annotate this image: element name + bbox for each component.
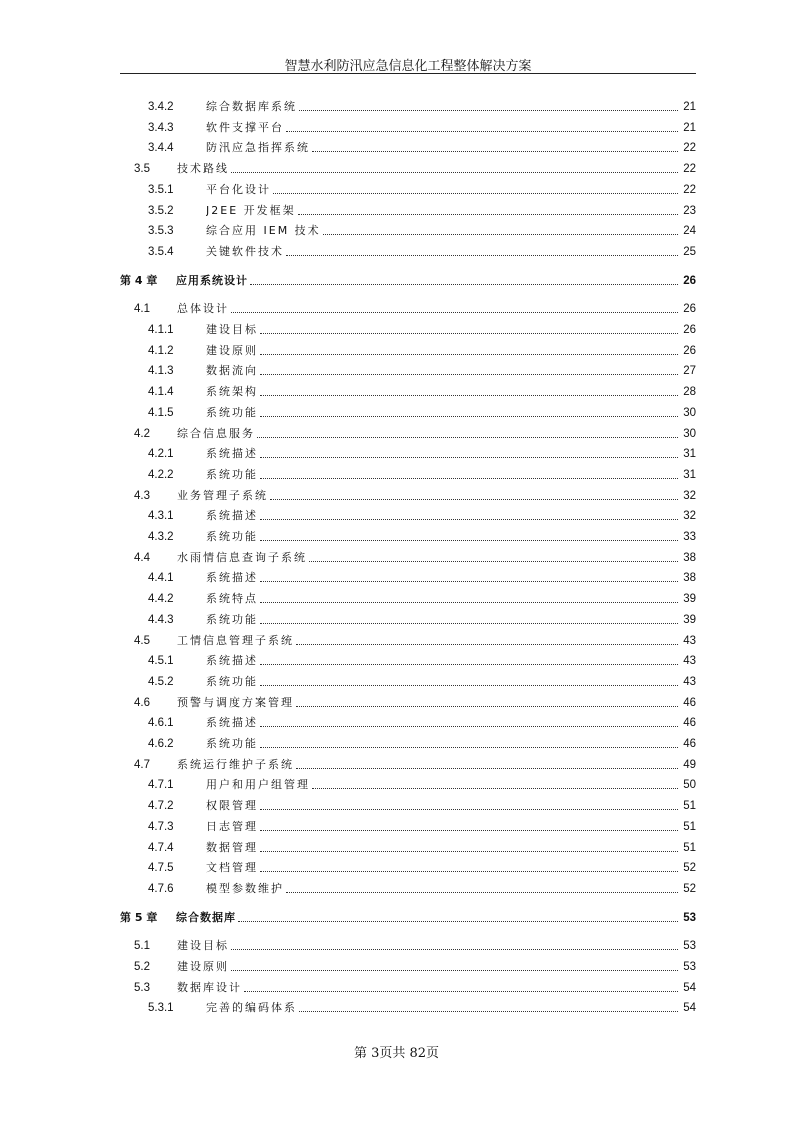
toc-leader-dots	[231, 949, 678, 950]
toc-entry[interactable]	[120, 590, 696, 608]
toc-page-number: 30	[683, 427, 696, 440]
toc-title: 模型参数维护	[206, 881, 284, 895]
toc-page-number: 50	[683, 779, 696, 792]
toc-entry[interactable]	[120, 404, 696, 422]
toc-leader-dots	[260, 457, 678, 458]
toc-title-leader	[206, 141, 678, 155]
toc-title-leader	[206, 592, 678, 606]
toc-number: 4.6.1	[148, 717, 174, 730]
header-rule	[120, 73, 696, 74]
toc-title-leader	[206, 778, 678, 792]
toc-entry[interactable]	[120, 300, 696, 318]
toc-page-number: 39	[683, 593, 696, 606]
toc-leader-dots	[260, 581, 678, 582]
toc-title-leader	[206, 447, 678, 461]
toc-entry[interactable]	[120, 383, 696, 401]
toc-leader-dots	[260, 809, 678, 810]
toc-number: 4.7.5	[148, 862, 174, 875]
toc-entry[interactable]	[120, 937, 696, 955]
toc-page-number: 26	[683, 274, 696, 287]
toc-title: 系统描述	[206, 571, 258, 585]
toc-page-number: 21	[683, 101, 696, 113]
toc-entry[interactable]	[120, 652, 696, 670]
toc-entry[interactable]	[120, 735, 696, 753]
toc-title-leader	[177, 489, 678, 503]
toc-number: 4.7.1	[148, 779, 174, 792]
toc-leader-dots	[323, 234, 678, 235]
toc-title-leader	[177, 939, 678, 953]
toc-entry[interactable]	[120, 714, 696, 732]
toc-entry[interactable]	[120, 859, 696, 877]
toc-number: 4.3	[134, 489, 150, 502]
toc-number: 4.4.1	[148, 572, 174, 585]
toc-title: 建设原则	[177, 960, 229, 973]
toc-entry[interactable]	[120, 160, 696, 178]
toc-title-leader	[206, 204, 678, 218]
toc-number: 4.4	[134, 551, 150, 564]
toc-page-number: 43	[683, 655, 696, 668]
toc-number: 4.7.4	[148, 841, 174, 854]
toc-leader-dots	[270, 499, 678, 500]
toc-entry[interactable]	[120, 243, 696, 261]
toc-number: 3.4.4	[148, 142, 174, 155]
toc-entry[interactable]	[120, 528, 696, 546]
toc-number: 4.1.4	[148, 386, 174, 399]
toc-title: 系统功能	[206, 737, 258, 750]
toc-entry[interactable]	[120, 487, 696, 505]
toc-title-leader	[206, 509, 678, 523]
toc-title: 应用系统设计	[176, 273, 248, 287]
toc-title-leader	[206, 406, 678, 420]
toc-title: 系统功能	[206, 530, 258, 543]
toc-page-number: 31	[683, 448, 696, 461]
toc-entry[interactable]	[120, 425, 696, 443]
toc-title: 系统描述	[206, 716, 258, 730]
toc-page-number: 49	[683, 758, 696, 771]
toc-title: 系统描述	[206, 654, 258, 668]
toc-title-leader	[206, 820, 678, 834]
toc-number: 4.4.3	[148, 613, 174, 626]
toc-title-leader	[206, 530, 678, 544]
toc-number: 3.5.1	[148, 183, 174, 196]
toc-page-number: 21	[683, 121, 696, 134]
toc-page-number: 32	[683, 510, 696, 523]
toc-number: 5.3.1	[148, 1002, 174, 1015]
toc-number: 3.5.4	[148, 245, 174, 258]
toc-title: 关键软件技术	[206, 244, 284, 258]
toc-title-leader	[206, 882, 678, 896]
toc-number: 3.5	[134, 163, 150, 176]
toc-number: 5.3	[134, 981, 150, 994]
toc-title: 软件支撑平台	[206, 120, 284, 134]
toc-title: 综合数据库	[176, 910, 236, 924]
toc-title-leader	[177, 758, 678, 772]
toc-number: 4.2.1	[148, 448, 174, 461]
toc-title: 总体设计	[177, 302, 229, 316]
toc-title-leader	[176, 274, 678, 288]
toc-number: 3.5.3	[148, 225, 174, 238]
toc-title: 综合数据库系统	[206, 100, 297, 113]
toc-page-number: 43	[683, 675, 696, 688]
toc-page-number: 30	[683, 406, 696, 419]
toc-number: 4.7.2	[148, 800, 174, 813]
toc-leader-dots	[231, 970, 678, 971]
toc-title-leader	[206, 344, 678, 358]
toc-number: 3.4.3	[148, 121, 174, 134]
toc-title-leader	[206, 841, 678, 855]
toc-page-number: 54	[683, 981, 696, 994]
toc-title: 预警与调度方案管理	[177, 695, 294, 709]
toc-leader-dots	[296, 706, 678, 707]
toc-entry[interactable]	[120, 756, 696, 774]
toc-title: 文档管理	[206, 861, 258, 875]
toc-title-leader	[177, 427, 678, 441]
toc-page-number: 24	[683, 225, 696, 238]
toc-title-leader	[206, 571, 678, 585]
toc-title-leader	[206, 675, 678, 689]
toc-entry[interactable]	[120, 222, 696, 240]
toc-page-number: 43	[683, 634, 696, 647]
toc-title-leader	[177, 696, 678, 710]
page-footer: 第 3页共 82页	[353, 1046, 440, 1061]
toc-title: J2EE 开发框架	[206, 203, 296, 217]
toc-title-leader	[206, 861, 678, 875]
toc-number: 4.1.3	[148, 365, 174, 378]
toc-chapter[interactable]	[120, 909, 696, 927]
toc-entry[interactable]	[120, 549, 696, 567]
toc-leader-dots	[296, 644, 678, 645]
toc-entry[interactable]	[120, 797, 696, 815]
toc-title: 平台化设计	[206, 182, 271, 196]
toc-number: 4.7.3	[148, 820, 174, 833]
toc-entry[interactable]	[120, 979, 696, 997]
toc-number: 4.3.2	[148, 531, 174, 543]
toc-entry[interactable]	[120, 119, 696, 137]
toc-leader-dots	[312, 151, 678, 152]
toc-page-number: 22	[683, 142, 696, 155]
toc-leader-dots	[260, 623, 678, 624]
toc-leader-dots	[309, 561, 678, 562]
toc-page-number: 38	[683, 572, 696, 585]
toc-title: 综合信息服务	[177, 426, 255, 440]
toc-page-number: 51	[683, 841, 696, 854]
toc-title: 完善的编码体系	[206, 1001, 297, 1015]
toc-title-leader	[206, 245, 678, 259]
toc-number: 4.4.2	[148, 593, 174, 606]
toc-title-leader	[206, 323, 678, 337]
toc-entry[interactable]	[120, 694, 696, 712]
toc-page-number: 33	[683, 531, 696, 543]
toc-page-number: 22	[683, 183, 696, 196]
toc-entry[interactable]	[120, 98, 696, 116]
toc-leader-dots	[250, 284, 678, 285]
toc-leader-dots	[257, 437, 678, 438]
toc-title-leader	[206, 468, 678, 482]
toc-entry[interactable]	[120, 839, 696, 857]
toc-title-leader	[206, 799, 678, 813]
toc-title-leader	[206, 654, 678, 668]
toc-page-number: 26	[683, 303, 696, 316]
toc-page-number: 26	[683, 344, 696, 357]
toc-title-leader	[206, 364, 678, 378]
toc-page-number: 46	[683, 717, 696, 730]
toc-title-leader	[177, 981, 678, 995]
toc-number: 4.1.2	[148, 344, 174, 357]
toc-number: 4.2	[134, 427, 150, 440]
toc-title: 业务管理子系统	[177, 488, 268, 502]
toc-number: 5.1	[134, 940, 150, 953]
toc-page-number: 38	[683, 551, 696, 564]
toc-page-number: 31	[683, 468, 696, 481]
toc-title-leader	[206, 737, 678, 751]
toc-leader-dots	[299, 1011, 678, 1012]
toc-title: 建设目标	[177, 939, 229, 953]
toc-chapter[interactable]	[120, 272, 696, 290]
toc-leader-dots	[260, 333, 678, 334]
toc-leader-dots	[238, 921, 678, 922]
toc-title: 水雨情信息查询子系统	[177, 550, 307, 564]
toc-title-leader	[177, 551, 678, 565]
toc-number: 4.6.2	[148, 738, 174, 750]
toc-leader-dots	[273, 193, 678, 194]
toc-entry[interactable]	[120, 569, 696, 587]
toc-page-number: 51	[683, 800, 696, 813]
toc-number: 4.5.2	[148, 675, 174, 688]
toc-title-leader	[206, 224, 678, 238]
toc-leader-dots	[260, 664, 678, 665]
toc-title: 系统功能	[206, 674, 258, 688]
toc-number: 4.2.2	[148, 468, 174, 481]
toc-entry[interactable]	[120, 139, 696, 157]
toc-title: 技术路线	[177, 162, 229, 176]
toc-page-number: 53	[683, 911, 696, 924]
toc-leader-dots	[231, 312, 678, 313]
toc-page-number: 23	[683, 204, 696, 217]
toc-leader-dots	[231, 172, 678, 173]
toc-title: 数据管理	[206, 840, 258, 854]
toc-entry[interactable]	[120, 632, 696, 650]
toc-title: 日志管理	[206, 819, 258, 833]
toc-page-number: 32	[683, 489, 696, 502]
toc-title-leader	[177, 162, 678, 176]
toc-title-leader	[177, 960, 678, 974]
toc-entry[interactable]	[120, 818, 696, 836]
toc-number: 4.1.5	[148, 406, 174, 419]
toc-entry[interactable]	[120, 445, 696, 463]
toc-title: 数据库设计	[177, 980, 242, 994]
toc-number: 4.5.1	[148, 655, 174, 668]
toc-title: 系统功能	[206, 405, 258, 419]
toc-title-leader	[206, 183, 678, 197]
toc-title: 系统特点	[206, 592, 258, 606]
toc-title: 防汛应急指挥系统	[206, 141, 310, 155]
toc-leader-dots	[260, 685, 678, 686]
toc-page-number: 53	[683, 940, 696, 953]
toc-leader-dots	[286, 255, 678, 256]
toc-leader-dots	[260, 871, 678, 872]
toc-leader-dots	[299, 110, 678, 111]
toc-leader-dots	[312, 788, 678, 789]
toc-page-number: 26	[683, 324, 696, 336]
toc-page-number: 46	[683, 738, 696, 750]
toc-title: 建设目标	[206, 323, 258, 336]
toc-number: 4.7.6	[148, 882, 174, 895]
toc-leader-dots	[286, 892, 678, 893]
page-header: 智慧水利防汛应急信息化工程整体解决方案	[284, 59, 532, 74]
toc-leader-dots	[260, 416, 678, 417]
toc-page-number: 46	[683, 696, 696, 709]
toc-page-number: 54	[683, 1002, 696, 1015]
toc-title: 建设原则	[206, 343, 258, 357]
toc-number: 5.2	[134, 961, 150, 973]
toc-leader-dots	[260, 540, 678, 541]
toc-entry[interactable]	[120, 958, 696, 976]
toc-entry[interactable]	[120, 776, 696, 794]
toc-title: 系统描述	[206, 447, 258, 461]
toc-title: 系统描述	[206, 509, 258, 523]
toc-page-number: 39	[683, 613, 696, 626]
toc-entry[interactable]	[120, 202, 696, 220]
toc-leader-dots	[260, 519, 678, 520]
toc-page-number: 51	[683, 820, 696, 833]
toc-page-number: 52	[683, 862, 696, 875]
toc-leader-dots	[244, 991, 678, 992]
toc-entry[interactable]	[120, 181, 696, 199]
toc-number: 4.5	[134, 634, 150, 647]
toc-page-number: 53	[683, 961, 696, 973]
toc-entry[interactable]	[120, 999, 696, 1017]
toc-leader-dots	[296, 768, 678, 769]
toc-leader-dots	[260, 354, 678, 355]
toc-number: 3.5.2	[148, 204, 174, 217]
toc-number: 4.3.1	[148, 510, 174, 523]
toc-leader-dots	[260, 747, 678, 748]
toc-page-number: 28	[683, 386, 696, 399]
toc-page-number: 52	[683, 882, 696, 895]
toc-title-leader	[206, 716, 678, 730]
toc-title-leader	[206, 100, 678, 114]
toc-title-leader	[176, 911, 678, 925]
toc-leader-dots	[260, 395, 678, 396]
toc-title: 综合应用 IEM 技术	[206, 224, 321, 238]
toc-title-leader	[206, 385, 678, 399]
toc-title: 系统功能	[206, 612, 258, 626]
toc-leader-dots	[286, 131, 678, 132]
toc-title-leader	[177, 634, 678, 648]
toc-leader-dots	[260, 830, 678, 831]
toc-title: 用户和用户组管理	[206, 778, 310, 792]
toc-leader-dots	[260, 851, 678, 852]
toc-number: 第 4 章	[120, 273, 158, 287]
toc-page-number: 27	[683, 365, 696, 378]
toc-title: 权限管理	[206, 799, 258, 813]
toc-leader-dots	[260, 478, 678, 479]
toc-page-number: 25	[683, 245, 696, 258]
toc-leader-dots	[298, 214, 678, 215]
toc-number: 4.7	[134, 758, 150, 771]
toc-title-leader	[206, 121, 678, 135]
toc-number: 4.6	[134, 696, 150, 709]
toc-entry[interactable]	[120, 880, 696, 898]
toc-entry[interactable]	[120, 466, 696, 484]
toc-number: 第 5 章	[120, 910, 158, 924]
toc-leader-dots	[260, 726, 678, 727]
toc-entry[interactable]	[120, 342, 696, 360]
toc-title: 系统功能	[206, 467, 258, 481]
toc-title: 系统运行维护子系统	[177, 757, 294, 771]
toc-entry[interactable]	[120, 362, 696, 380]
toc-entry[interactable]	[120, 507, 696, 525]
toc-title-leader	[206, 613, 678, 627]
toc-leader-dots	[260, 602, 678, 603]
toc-number: 4.1	[134, 303, 150, 316]
toc-title: 工情信息管理子系统	[177, 633, 294, 647]
toc-title: 数据流向	[206, 364, 258, 378]
toc-title: 系统架构	[206, 385, 258, 399]
toc-entry[interactable]	[120, 673, 696, 691]
toc-number: 4.1.1	[148, 324, 174, 336]
toc-title-leader	[177, 302, 678, 316]
toc-entry[interactable]	[120, 611, 696, 629]
toc-leader-dots	[260, 374, 678, 375]
toc-number: 3.4.2	[148, 101, 174, 113]
toc-page-number: 22	[683, 163, 696, 176]
toc-entry[interactable]	[120, 321, 696, 339]
toc-title-leader	[206, 1001, 678, 1015]
